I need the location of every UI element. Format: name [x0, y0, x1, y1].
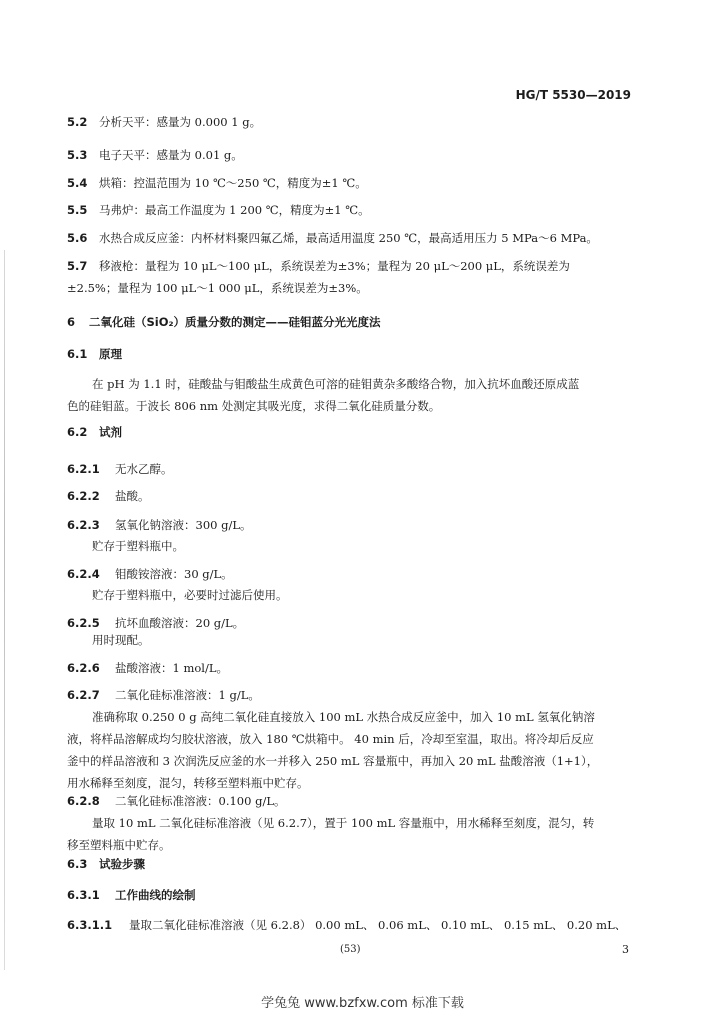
reagent-note: 贮存于塑料瓶中。 — [92, 539, 184, 553]
clause-text: 烘箱：控温范围为 10 ℃～250 ℃，精度为±1 ℃。 — [99, 176, 367, 190]
section-number: 6 — [67, 315, 76, 329]
paragraph-line: 色的硅钼蓝。于波长 806 nm 处测定其吸光度，求得二氧化硅质量分数。 — [67, 399, 441, 413]
clause-number: 6.2.5 — [67, 616, 100, 630]
clause-text: 分析天平：感量为 0.000 1 g。 — [99, 115, 262, 129]
section-number: 6.1 — [67, 347, 88, 361]
section-title: 试验步骤 — [99, 857, 145, 871]
reagent-6-2-3 — [67, 514, 635, 536]
clause-5-7 — [67, 255, 635, 299]
clause-5-4 — [67, 172, 635, 194]
section-number: 6.2 — [67, 425, 88, 439]
footer-page-number: 3 — [622, 943, 629, 956]
reagent-6-2-4 — [67, 563, 635, 585]
clause-number: 5.4 — [67, 176, 88, 190]
section-6-2-heading — [67, 421, 635, 443]
paragraph-line: 在 pH 为 1.1 时，硅酸盐与钼酸盐生成黄色可溶的硅钼黄杂多酸络合物，加入抗坏血酸还原成蓝 — [92, 377, 580, 391]
clause-number: 6.3.1.1 — [67, 918, 113, 932]
section-number: 6.3.1 — [67, 888, 100, 902]
clause-number: 5.6 — [67, 231, 88, 245]
reagent-note: 用时现配。 — [92, 633, 150, 647]
clause-text: 量取二氧化硅标准溶液（见 6.2.8） 0.00 mL、 0.06 mL、 0.10 mL、 0.15 mL、 0.20 mL、 — [129, 918, 627, 932]
principle-paragraph — [67, 373, 635, 417]
paragraph-line: 液，将样品溶解成均匀胶状溶液，放入 180 ℃烘箱中。 40 min 后，冷却至室温，取出。将冷却后反应 — [67, 732, 594, 746]
clause-text: 水热合成反应釜：内杯材料聚四氟乙烯，最高适用温度 250 ℃，最高适用压力 5 MPa～6 MPa。 — [99, 231, 598, 245]
reagent-6-2-7-paragraph — [67, 706, 635, 794]
clause-text: 马弗炉：最高工作温度为 1 200 ℃，精度为±1 ℃。 — [99, 203, 370, 217]
section-6-heading — [67, 311, 635, 333]
section-6-1-heading — [67, 343, 635, 365]
reagent-6-2-8-paragraph — [67, 812, 635, 856]
clause-number: 6.2.1 — [67, 462, 100, 476]
reagent-6-2-6 — [67, 657, 635, 679]
clause-text: 盐酸溶液：1 mol/L。 — [115, 661, 228, 675]
clause-number: 6.2.8 — [67, 794, 100, 808]
scan-edge-line — [4, 250, 5, 970]
clause-5-6 — [67, 227, 635, 249]
section-title: 工作曲线的绘制 — [115, 888, 196, 902]
clause-text: 抗坏血酸溶液：20 g/L。 — [115, 616, 245, 630]
standard-code-header: HG/T 5530—2019 — [515, 88, 631, 102]
clause-number: 6.2.7 — [67, 688, 100, 702]
clause-text: 氢氧化钠溶液：300 g/L。 — [115, 518, 252, 532]
clause-number: 5.5 — [67, 203, 88, 217]
clause-text: 二氧化硅标准溶液：1 g/L。 — [115, 688, 260, 702]
clause-5-5 — [67, 199, 635, 221]
section-title: 二氧化硅（SiO₂）质量分数的测定——硅钼蓝分光光度法 — [89, 315, 381, 329]
clause-text: 盐酸。 — [115, 489, 150, 503]
section-6-3-heading — [67, 853, 635, 875]
clause-5-3 — [67, 144, 635, 166]
clause-number: 5.3 — [67, 148, 88, 162]
clause-text: 钼酸铵溶液：30 g/L。 — [115, 567, 233, 581]
clause-number: 5.2 — [67, 115, 88, 129]
clause-text: 二氧化硅标准溶液：0.100 g/L。 — [115, 794, 286, 808]
paragraph-line: 釜中的样品溶液和 3 次润洗反应釜的水一并移入 250 mL 容量瓶中，再加入 20 mL 盐酸溶液（1+1）， — [67, 754, 599, 768]
section-title: 试剂 — [99, 425, 122, 439]
clause-number: 6.2.6 — [67, 661, 100, 675]
clause-number: 5.7 — [67, 259, 88, 273]
reagent-6-2-7 — [67, 684, 635, 706]
clause-number: 6.2.3 — [67, 518, 100, 532]
clause-text-line1: 移液枪：量程为 10 μL～100 μL，系统误差为±3%；量程为 20 μL～200 μL，系统误差为 — [99, 259, 570, 273]
clause-number: 6.2.2 — [67, 489, 100, 503]
reagent-6-2-1 — [67, 458, 635, 480]
clause-text-line2: ±2.5%；量程为 100 μL～1 000 μL，系统误差为±3%。 — [67, 281, 368, 295]
section-title: 原理 — [99, 347, 122, 361]
clause-number: 6.2.4 — [67, 567, 100, 581]
clause-text: 无水乙醇。 — [115, 462, 173, 476]
site-watermark: 学兔兔 www.bzfxw.com 标准下载 — [261, 996, 464, 1011]
section-number: 6.3 — [67, 857, 88, 871]
clause-text: 电子天平：感量为 0.01 g。 — [99, 148, 243, 162]
section-6-3-1-heading — [67, 884, 635, 906]
clause-5-2 — [67, 111, 635, 133]
paragraph-line: 移至塑料瓶中贮存。 — [67, 838, 171, 852]
paragraph-line: 量取 10 mL 二氧化硅标准溶液（见 6.2.7），置于 100 mL 容量瓶中，用水稀释至刻度，混匀，转 — [92, 816, 595, 830]
clause-6-3-1-1 — [67, 914, 635, 936]
paragraph-line: 准确称取 0.250 0 g 高纯二氧化硅直接放入 100 mL 水热合成反应釜中，加入 10 mL 氢氧化钠溶 — [92, 710, 595, 724]
paragraph-line: 用水稀释至刻度，混匀，转移至塑料瓶中贮存。 — [67, 776, 309, 790]
reagent-note: 贮存于塑料瓶中，必要时过滤后使用。 — [92, 588, 288, 602]
reagent-6-2-2 — [67, 485, 635, 507]
footer-page-code: (53) — [340, 944, 361, 955]
reagent-6-2-8 — [67, 790, 635, 812]
